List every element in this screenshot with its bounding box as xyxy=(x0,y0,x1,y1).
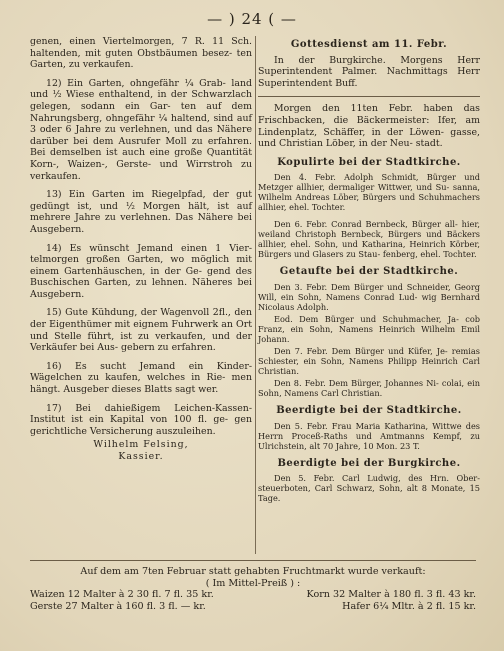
service-text: In der Burgkirche. Morgens Herr Superintendent Palmer. Nachmittags Herr Superintendent Buff. xyxy=(258,54,480,89)
signature-title: Kassier. xyxy=(118,451,164,462)
baptized-entry-1: Den 3. Febr. Dem Bürger und Schneider, Georg Will, ein Sohn, Namens Conrad Lud- wig Bernhard Nicolaus Adolph. xyxy=(258,281,480,312)
market-report xyxy=(30,566,476,612)
heading-service: Gottesdienst am 11. Febr. xyxy=(290,39,448,50)
notice-14: 14) Es wünscht Jemand einen 1 Vier- telmorgen großen Garten, wo möglich mit einem Gartenhäuschen, in der Ge- gend des Buschischen Garten, zu lehnen. Näheres bei Ausgebern. xyxy=(30,242,252,300)
left-column xyxy=(30,36,252,463)
buried-castle-entry: Den 5. Febr. Carl Ludwig, des Hrn. Ober- steuerboten, Carl Schwarz, Sohn, alt 8 Monate, 15 Tage. xyxy=(258,473,480,504)
notice-16: 16) Es sucht Jemand ein Kinder- Wägelchen zu kaufen, welches in Rie- men hängt. Ausgeber dieses Blatts sagt wer. xyxy=(30,360,252,396)
market-wheat: Waizen 12 Malter à 2 30 fl. 7 fl. 35 kr. xyxy=(30,589,214,601)
buried-city-entry: Den 5. Febr. Frau Maria Katharina, Wittwe des Herrn Proceß-Raths und Amtmanns Kempf, zu Ulrichstein, alt 70 Jahre, 10 Mon. 23 T. xyxy=(258,420,480,451)
heading-buried-castle: Beerdigte bei der Burgkirche. xyxy=(277,457,461,469)
heading-baptized: Getaufte bei der Stadtkirche. xyxy=(279,266,459,278)
baptized-entry-3: Den 7. Febr. Dem Bürger und Küfer, Je- remias Schiester, ein Sohn, Namens Philipp Heinrich Carl Christian. xyxy=(258,345,480,376)
market-row-1 xyxy=(30,589,476,601)
right-column xyxy=(258,36,480,510)
heading-buried-city: Beerdigte bei der Stadtkirche. xyxy=(276,404,462,416)
notice-17: 17) Bei dahießigem Leichen-Kassen- Institut ist ein Kapital von 100 fl. ge- gen gerichtliche Versicherung auszuleihen. xyxy=(30,402,252,437)
column-divider xyxy=(255,36,256,554)
market-row-2 xyxy=(30,601,476,613)
market-oats: Hafer 6¼ Mltr. à 2 fl. 15 kr. xyxy=(342,600,476,612)
section-rule xyxy=(258,96,480,97)
baptized-entry-2: Eod. Dem Bürger und Schuhmacher, Ja- cob Franz, ein Sohn, Namens Heinrich Wilhelm Emil Johann. xyxy=(258,313,480,344)
market-barley: Gerste 27 Malter à 160 fl. 3 fl. — kr. xyxy=(30,600,206,612)
signature-name: Wilhelm Felsing, xyxy=(93,439,189,451)
notice-12: 12) Ein Garten, ohngefähr ¼ Grab- land und ½ Wiese enthaltend, in der Schwarzlach gelegen, sodann ein Gar- ten auf dem Nahrungsberg, ohngefähr ¼ haltend, sind auf 3 oder 6 Jahre zu verlehnen, und das Nähere darüber bei dem Ausrufer Moll zu erfahren. Bei demselben ist auch eine große Quantität Korn-, Waizen-, Gerste- und Wirrstroh zu verkaufen. xyxy=(30,77,252,182)
intro-paragraph: genen, einen Viertelmorgen, 7 R. 11 Sch. haltenden, mit guten Obstbäumen besez- ten Garten, zu verkaufen. xyxy=(30,36,252,71)
married-entry-1: Den 4. Febr. Adolph Schmidt, Bürger und Metzger allhier, dermaliger Wittwer, und Su- sanna, Wilhelm Andreas Löber, Bürgers und Schuhmachers allhier, ehel. Tochter. xyxy=(258,172,480,213)
baptized-entry-4: Den 8. Febr. Dem Bürger, Johannes Ni- colai, ein Sohn, Namens Carl Christian. xyxy=(258,377,480,398)
market-rule xyxy=(30,560,476,561)
page-number: — ) 24 ( — xyxy=(207,10,297,28)
bakers-notice: Morgen den 11ten Febr. haben das Frischbacken, die Bäckermeister: Ifer, am Lindenplatz, Schäffer, in der Löwen- gasse, und Christian Löber, in der Neu- stadt. xyxy=(258,103,480,150)
married-entry-2: Den 6. Febr. Conrad Bernbeck, Bürger all- hier, weiland Christoph Bernbeck, Bürgers und Bäckers allhier, ehel. Sohn, und Katharina, Heinrich Körber, Bürgers und Glasers zu Stau- fenberg, ehel. Tochter. xyxy=(258,219,480,260)
market-subtitle: ( Im Mittel-Preiß ) : xyxy=(205,577,301,589)
notice-15: 15) Gute Kühdung, der Wagenvoll 2fl., den der Eigenthümer mit eignem Fuhrwerk an Ort und Stelle führt, ist zu verkaufen, und der Verkäufer bei Aus- gebern zu erfahren. xyxy=(30,307,252,354)
market-intro: Auf dem am 7ten Februar statt gehabten Fruchtmarkt wurde verkauft: xyxy=(80,566,426,577)
market-rye: Korn 32 Malter à 180 fl. 3 fl. 43 kr. xyxy=(306,589,476,601)
heading-married: Kopulirte bei der Stadtkirche. xyxy=(277,156,461,168)
notice-13: 13) Ein Garten im Riegelpfad, der gut gedüngt ist, und ½ Morgen hält, ist auf mehrere Jahre zu verlehnen. Das Nähere bei Ausgebern. xyxy=(30,189,252,235)
